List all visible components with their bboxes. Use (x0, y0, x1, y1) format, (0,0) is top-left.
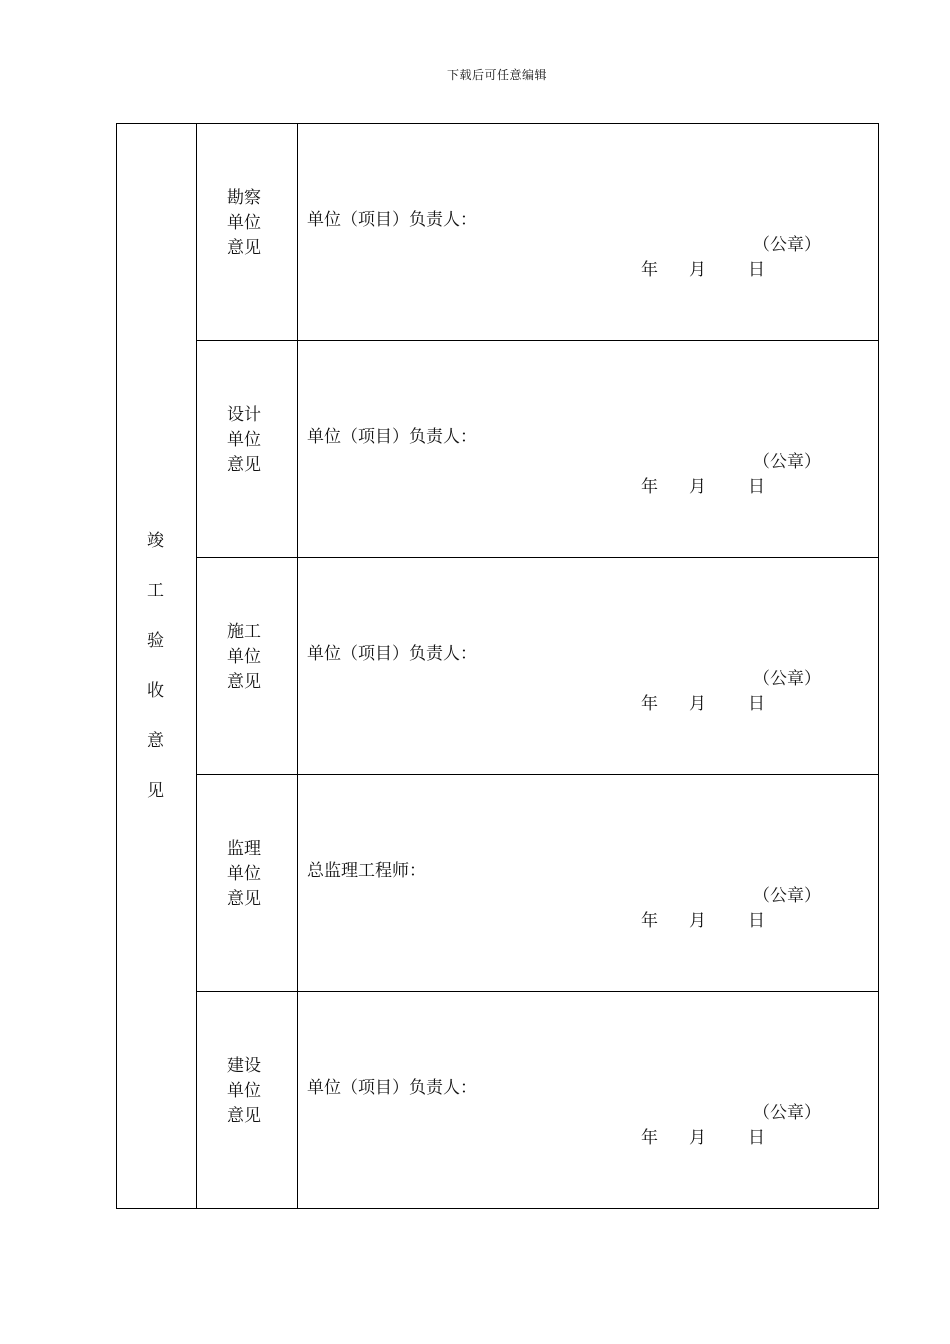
opinion-content-cell[interactable] (298, 992, 879, 1209)
date-month-label: 月 (689, 477, 706, 497)
signer-label: 单位（项目）负责人： (307, 1078, 477, 1098)
row-label: 勘察单位意见 (227, 187, 261, 258)
date-month-label: 月 (689, 694, 706, 714)
date-year-label: 年 (641, 477, 658, 497)
date-month-label: 月 (689, 260, 706, 280)
row-label-cell (197, 775, 298, 992)
date-year-label: 年 (641, 694, 658, 714)
row-label: 监理单位意见 (227, 838, 261, 909)
seal-label: （公章） (753, 886, 821, 906)
opinion-content-cell[interactable] (298, 558, 879, 775)
seal-label: （公章） (753, 1103, 821, 1123)
acceptance-opinion-table (116, 123, 879, 1209)
date-year-label: 年 (641, 911, 658, 931)
date-day-label: 日 (748, 911, 765, 931)
signer-label: 单位（项目）负责人： (307, 210, 477, 230)
row-label: 建设单位意见 (227, 1055, 261, 1126)
row-label-cell (197, 341, 298, 558)
date-day-label: 日 (748, 260, 765, 280)
date-day-label: 日 (748, 1128, 765, 1148)
section-cell (117, 124, 197, 1209)
signer-label: 单位（项目）负责人： (307, 644, 477, 664)
row-label: 施工单位意见 (227, 621, 261, 692)
table-row (117, 124, 879, 341)
opinion-content-cell[interactable] (298, 341, 879, 558)
date-month-label: 月 (689, 1128, 706, 1148)
row-label-cell (197, 992, 298, 1209)
table-row (117, 341, 879, 558)
row-label: 设计单位意见 (227, 404, 261, 475)
signer-label: 单位（项目）负责人： (307, 427, 477, 447)
date-year-label: 年 (641, 1128, 658, 1148)
date-month-label: 月 (689, 911, 706, 931)
row-label-cell (197, 558, 298, 775)
seal-label: （公章） (753, 235, 821, 255)
date-year-label: 年 (641, 260, 658, 280)
opinion-content-cell[interactable] (298, 775, 879, 992)
signer-label: 总监理工程师： (307, 861, 426, 881)
page-header: 下载后可任意编辑 (446, 68, 547, 82)
seal-label: （公章） (753, 452, 821, 472)
section-title: 竣工验收意见 (147, 531, 164, 801)
table-row (117, 558, 879, 775)
date-day-label: 日 (748, 477, 765, 497)
row-label-cell (197, 124, 298, 341)
table-row (117, 775, 879, 992)
seal-label: （公章） (753, 669, 821, 689)
opinion-content-cell[interactable] (298, 124, 879, 341)
table-row (117, 992, 879, 1209)
date-day-label: 日 (748, 694, 765, 714)
